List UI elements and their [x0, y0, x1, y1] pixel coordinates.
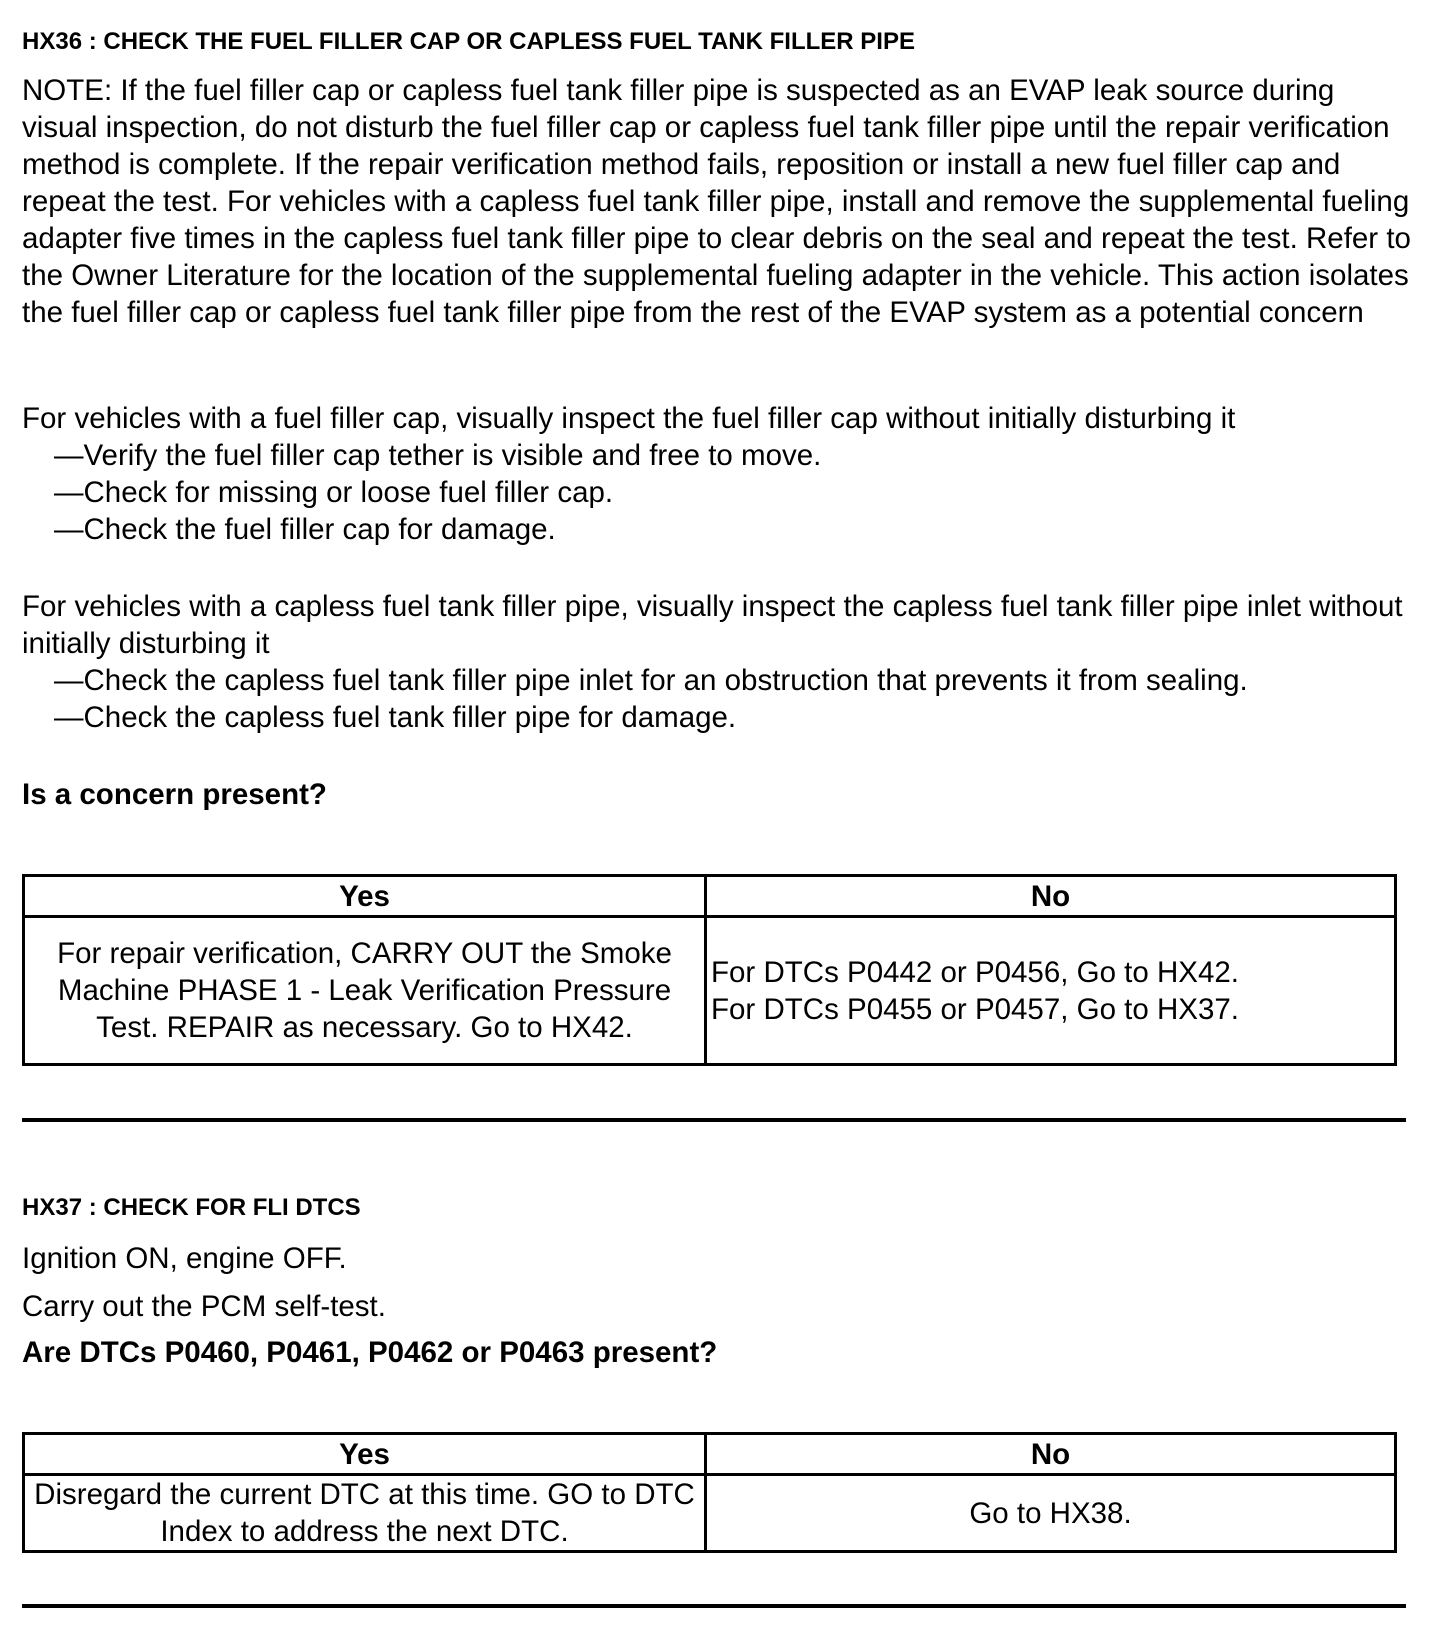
hx37-decision-table [22, 1432, 1397, 1553]
hx36-question: Is a concern present? [22, 778, 327, 811]
yes-header: Yes [24, 1434, 706, 1475]
hx37-question: Are DTCs P0460, P0461, P0462 or P0463 present? [22, 1336, 718, 1369]
list-item: —Check the capless fuel tank filler pipe for damage. [54, 701, 737, 734]
no-line-2: For DTCs P0455 or P0457, Go to HX37. [711, 992, 1239, 1026]
hx37-step1: Ignition ON, engine OFF. [22, 1242, 347, 1275]
hx37-step2-wrap [22, 1288, 1412, 1325]
hx36-title: HX36 : CHECK THE FUEL FILLER CAP OR CAPLESS FUEL TANK FILLER PIPE [22, 28, 915, 55]
list-item: —Check the capless fuel tank filler pipe inlet for an obstruction that prevents it from sealing. [54, 664, 1248, 697]
hx36-capless-block [22, 588, 1417, 736]
table-row [24, 917, 1396, 1065]
hx36-question-wrap [22, 776, 1412, 813]
no-cell: Go to HX38. [706, 1475, 1396, 1552]
hx36-section [22, 28, 1412, 56]
section-divider [22, 1118, 1406, 1122]
hx37-title: HX37 : CHECK FOR FLI DTCS [22, 1194, 361, 1221]
no-line-1: For DTCs P0442 or P0456, Go to HX42. [711, 955, 1239, 989]
list-item: —Check the fuel filler cap for damage. [54, 513, 556, 546]
hx36-table-wrap [22, 874, 1397, 1066]
hx36-body [22, 72, 1417, 331]
hx36-cap-intro: For vehicles with a fuel filler cap, visually inspect the fuel filler cap without initially disturbing it [22, 402, 1236, 435]
yes-cell: Disregard the current DTC at this time. GO to DTC Index to address the next DTC. [24, 1475, 706, 1552]
table-header-row [24, 1434, 1396, 1475]
no-cell [706, 917, 1396, 1065]
hx37-table-wrap [22, 1432, 1397, 1553]
no-header: No [706, 1434, 1396, 1475]
yes-header: Yes [24, 876, 706, 917]
hx37-step1-wrap [22, 1240, 1412, 1277]
table-header-row [24, 876, 1396, 917]
no-header: No [706, 876, 1396, 917]
hx36-capless-list [22, 662, 1304, 736]
hx37-section [22, 1194, 1412, 1222]
yes-cell: For repair verification, CARRY OUT the Smoke Machine PHASE 1 - Leak Verification Pressure Test. REPAIR as necessary. Go to HX42. [24, 917, 706, 1065]
hx36-capless-intro: For vehicles with a capless fuel tank filler pipe, visually inspect the capless fuel tank filler pipe inlet without initially disturbing it [22, 590, 1403, 660]
hx36-cap-list [22, 437, 1417, 548]
section-divider [22, 1604, 1406, 1608]
list-item: —Check for missing or loose fuel filler cap. [54, 476, 614, 509]
hx36-cap-block [22, 400, 1417, 548]
hx37-step2: Carry out the PCM self-test. [22, 1290, 386, 1323]
hx36-decision-table [22, 874, 1397, 1066]
table-row [24, 1475, 1396, 1552]
hx36-note: NOTE: If the fuel filler cap or capless fuel tank filler pipe is suspected as an EVAP leak source during visual inspection, do not disturb the fuel filler cap or capless fuel tank filler pipe until the repair verification method is complete. If the repair verification method fails, reposition or install a new fuel filler cap and repeat the test. For vehicles with a capless fuel tank filler pipe, install and remove the supplemental fueling adapter five times in the capless fuel tank filler pipe to clear debris on the seal and repeat the test. Refer to the Owner Literature for the location of the supplemental fueling adapter in the vehicle. This action isolates the fuel filler cap or capless fuel tank filler pipe from the rest of the EVAP system as a potential concern [22, 74, 1411, 329]
hx37-question-wrap [22, 1334, 1412, 1371]
list-item: —Verify the fuel filler cap tether is visible and free to move. [54, 439, 822, 472]
